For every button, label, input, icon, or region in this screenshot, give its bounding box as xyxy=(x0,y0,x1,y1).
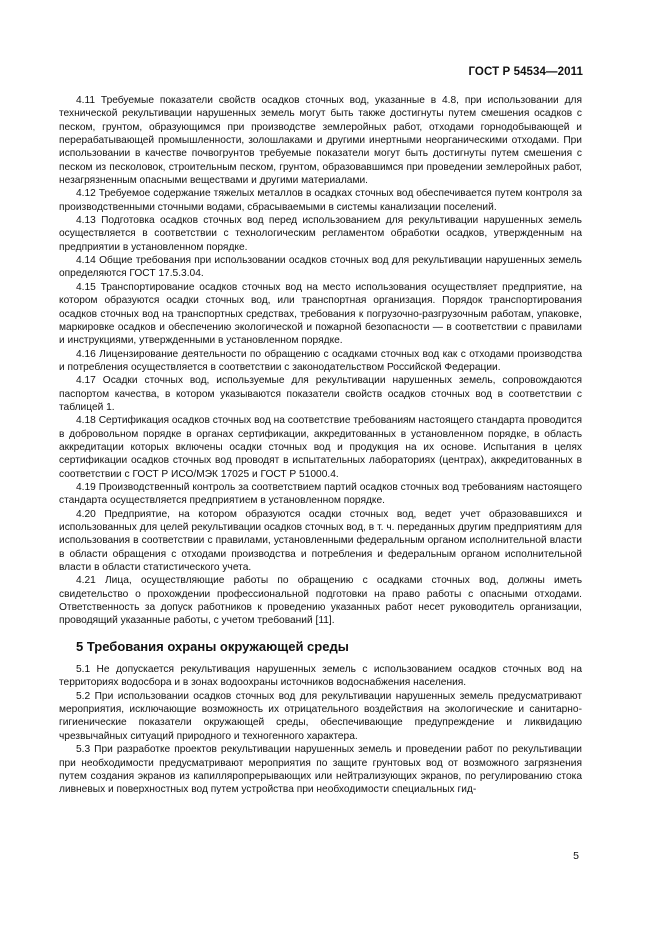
section-heading: 5 Требования охраны окружающей среды xyxy=(76,638,349,654)
paragraph: 5.2 При использовании осадков сточных вод для рекультивации нарушенных земель предусматривают мероприятия, исключающие возможность их отрицательного воздействия на экологические и санитарно-гигиенические показатели окружающей среды, обеспечивающие предупреждение и ликвидацию чрезвычайных ситуаций природного и техногенного характера. xyxy=(59,690,582,742)
paragraph: 4.19 Производственный контроль за соответствием партий осадков сточных вод требованиям настоящего стандарта осуществляется предприятием в установленном порядке. xyxy=(59,481,582,507)
paragraph: 4.16 Лицензирование деятельности по обращению с осадками сточных вод как с отходами производства и потребления осуществляется в соответствии с законодательством Российской Федерации. xyxy=(59,348,582,373)
standard-header: ГОСТ Р 54534—2011 xyxy=(468,66,583,78)
page-number: 5 xyxy=(573,850,579,862)
paragraph: 4.20 Предприятие, на котором образуются осадки сточных вод, ведет учет образовавшихся и использованных для целей рекультивации осадков сточных вод, в т. ч. переданных другим предприятиям для использования в соответствии с правилами, установленными федеральным органом исполнительной власти в области обращения с отходами производства и потребления и федеральным органом исполнительной власти в области статистического учета. xyxy=(59,508,582,574)
paragraph: 4.18 Сертификация осадков сточных вод на соответствие требованиям настоящего стандарта проводится в добровольном порядке в органах сертификации, аккредитованных в установленном порядке, в область аккредитации которых включены осадки сточных вод и продукция на их основе. Испытания в целях сертификации осадков сточных вод проводят в испытательных лабораториях (центрах), аккредитованных в соответствии с ГОСТ Р ИСО/МЭК 17025 и ГОСТ Р 51000.4. xyxy=(59,415,582,480)
paragraph: 4.13 Подготовка осадков сточных вод перед использованием для рекультивации нарушенных земель осуществляется в соответствии с технологическим регламентом обработки осадков, утвержденным на предприятии в установленном порядке. xyxy=(59,215,582,253)
paragraph: 5.1 Не допускается рекультивация нарушенных земель с использованием осадков сточных вод на территориях водосбора и в зонах водоохраны источников водоснабжения населения. xyxy=(59,664,582,689)
section-5-paragraphs xyxy=(59,663,582,796)
paragraph: 5.3 При разработке проектов рекультивации нарушенных земель и проведении работ по рекультивации при необходимости предусматривают мероприятия по защите грунтовых вод от возможного загрязнения путем создания экранов из капилляропрерывающих или нейтрализующих экранов, по регулированию стока ливневых и поверхностных вод путем устройства при необходимости специальных гид- xyxy=(59,744,582,796)
paragraph: 4.21 Лица, осуществляющие работы по обращению с осадками сточных вод, должны иметь свидетельство о прохождении профессиональной подготовки на право работы с опасными отходами. Ответственность за допуск работников к проведению указанных работ несет руководитель организации, проводящий указанные работы, с учетом требований [11]. xyxy=(59,575,582,627)
paragraph: 4.12 Требуемое содержание тяжелых металлов в осадках сточных вод обеспечивается путем контроля за производственными сточными водами, сбрасываемыми в системы канализации поселений. xyxy=(59,188,582,213)
section-4-paragraphs xyxy=(59,94,582,628)
paragraph: 4.17 Осадки сточных вод, используемые для рекультивации нарушенных земель, сопровождаются паспортом качества, в котором указываются показатели свойств осадков сточных вод в соответствии с таблицей 1. xyxy=(59,375,582,413)
paragraph: 4.11 Требуемые показатели свойств осадков сточных вод, указанные в 4.8, при использовании для технической рекультивации нарушенных земель могут быть также достигнуты путем смешения осадков с песком, грунтом, образующимся при производстве землеройных работ, отходами горнодобывающей и перерабатывающей промышленности, золошлаками и другими инертными неорганическими отходами. При использовании в качестве почвогрунтов требуемые показатели могут быть достигнуты путем смешения с песком из песколовок, строительным песком, грунтом, образовавшимся при проведении землеройных работ, незагрязненным опасными веществами и другими материалами. xyxy=(59,95,582,187)
document-body xyxy=(59,94,582,797)
paragraph: 4.15 Транспортирование осадков сточных вод на место использования осуществляет предприятие, на котором образуются осадки сточных вод, или транспортная организация. Порядок транспортирования осадков сточных вод на транспортных средствах, требования к погрузочно-разгрузочным работам, упаковке, маркировке осадков и обеспечению экологической и пожарной безопасности — в соответствии с правилами и инструкциями, утвержденными в установленном порядке. xyxy=(59,281,582,347)
paragraph: 4.14 Общие требования при использовании осадков сточных вод для рекультивации нарушенных земель определяются ГОСТ 17.5.3.04. xyxy=(59,255,582,280)
